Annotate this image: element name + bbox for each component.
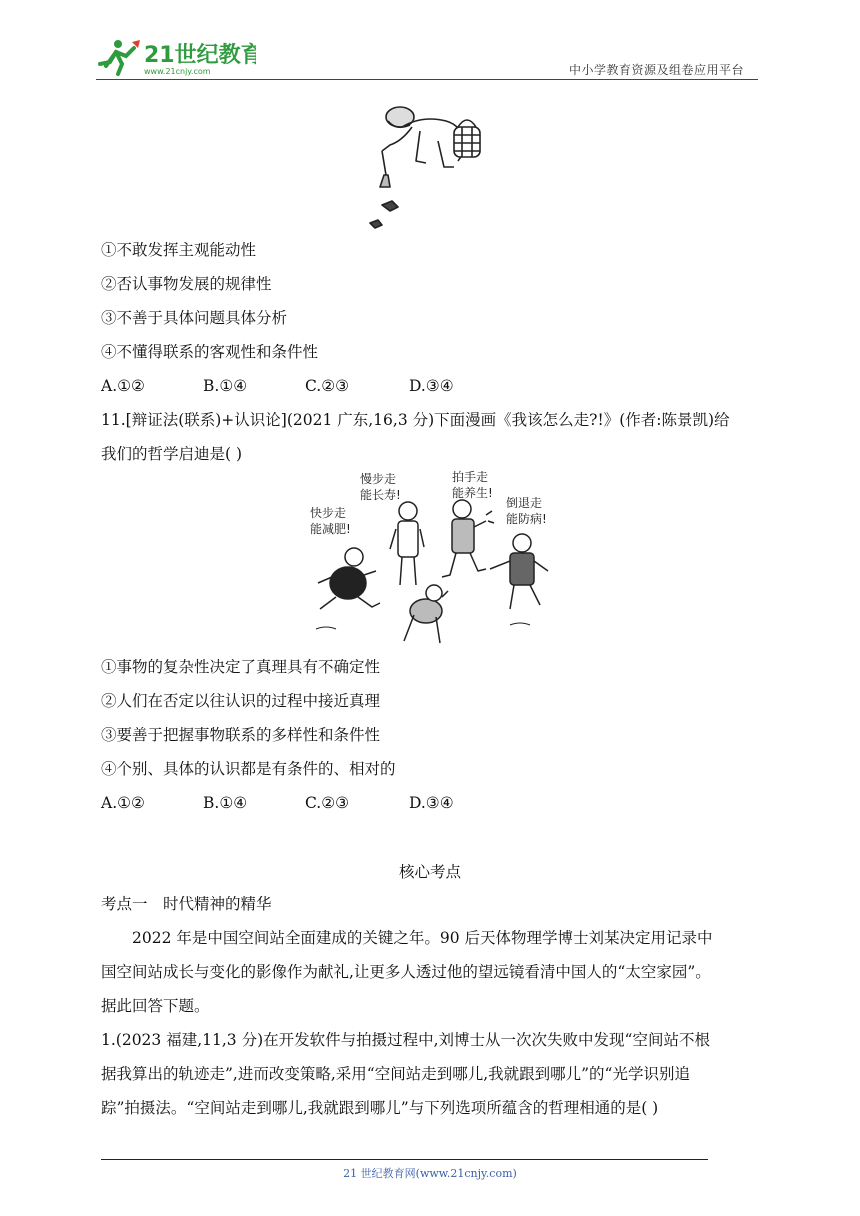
site-logo	[96, 36, 256, 80]
q1-stem-line-3: 踪”拍摄法。“空间站走到哪儿,我就跟到哪儿”与下列选项所蕴含的哲理相通的是( )	[101, 1099, 659, 1117]
q11-option-4: ④个别、具体的认识都是有条件的、相对的	[101, 760, 396, 778]
svg-text:21世纪教育: 21世纪教育	[144, 43, 256, 68]
q10-choice-a[interactable]: A.①②	[101, 377, 145, 395]
digging-man-illustration	[362, 97, 492, 231]
q10-option-3: ③不善于具体问题具体分析	[101, 309, 288, 327]
q11-option-3: ③要善于把握事物联系的多样性和条件性	[101, 726, 381, 744]
svg-text:www.21cnjy.com: www.21cnjy.com	[144, 67, 211, 76]
walking-cartoon-illustration	[296, 465, 564, 651]
q10-option-1: ①不敢发挥主观能动性	[101, 241, 257, 259]
q10-choice-b[interactable]: B.①④	[203, 377, 248, 395]
bubble-slow-walk: 慢步走能长寿!	[360, 472, 401, 502]
footer-divider	[101, 1159, 708, 1160]
runner-logo-icon	[100, 40, 140, 74]
q10-choice-c[interactable]: C.②③	[305, 377, 350, 395]
bubble-clap-walk: 拍手走能养生!	[452, 470, 493, 500]
intro-line-3: 据此回答下题。	[101, 997, 210, 1015]
header-divider	[96, 79, 758, 80]
q11-stem-line-2: 我们的哲学启迪是( )	[101, 445, 243, 463]
q1-stem-line-1: 1.(2023 福建,11,3 分)在开发软件与拍摄过程中,刘博士从一次次失败中发现“空间站不根	[101, 1031, 710, 1049]
q11-choice-b[interactable]: B.①④	[203, 794, 248, 812]
intro-line-2: 国空间站成长与变化的影像作为献礼,让更多人透过他的望远镜看清中国人的“太空家园”。	[101, 963, 711, 981]
q10-option-2: ②否认事物发展的规律性	[101, 275, 272, 293]
q11-option-2: ②人们在否定以往认识的过程中接近真理	[101, 692, 381, 710]
q11-answer-choices	[101, 792, 454, 814]
footer-link[interactable]: 21 世纪教育网(www.21cnjy.com)	[343, 1167, 517, 1180]
q11-choice-a[interactable]: A.①②	[101, 794, 145, 812]
q11-choice-d[interactable]: D.③④	[409, 794, 454, 812]
q10-choice-d[interactable]: D.③④	[409, 377, 454, 395]
bubble-fast-walk: 快步走能减肥!	[310, 506, 351, 536]
q10-option-4: ④不懂得联系的客观性和条件性	[101, 343, 319, 361]
platform-name: 中小学教育资源及组卷应用平台	[569, 63, 745, 77]
section-title: 核心考点	[398, 863, 461, 881]
intro-line-1: 2022 年是中国空间站全面建成的关键之年。90 后天体物理学博士刘某决定用记录中	[132, 929, 713, 947]
q11-option-1: ①事物的复杂性决定了真理具有不确定性	[101, 658, 381, 676]
q11-stem-line-1: 11.[辩证法(联系)+认识论](2021 广东,16,3 分)下面漫画《我该怎么走?!》(作者:陈景凯)给	[101, 411, 730, 429]
bubble-backward-walk: 倒退走能防病!	[506, 496, 547, 526]
q10-answer-choices	[101, 375, 454, 397]
q11-choice-c[interactable]: C.②③	[305, 794, 350, 812]
section-subtitle: 考点一 时代精神的精华	[101, 895, 272, 913]
q1-stem-line-2: 据我算出的轨迹走”,进而改变策略,采用“空间站走到哪儿,我就跟到哪儿”的“光学识别追	[101, 1065, 690, 1083]
